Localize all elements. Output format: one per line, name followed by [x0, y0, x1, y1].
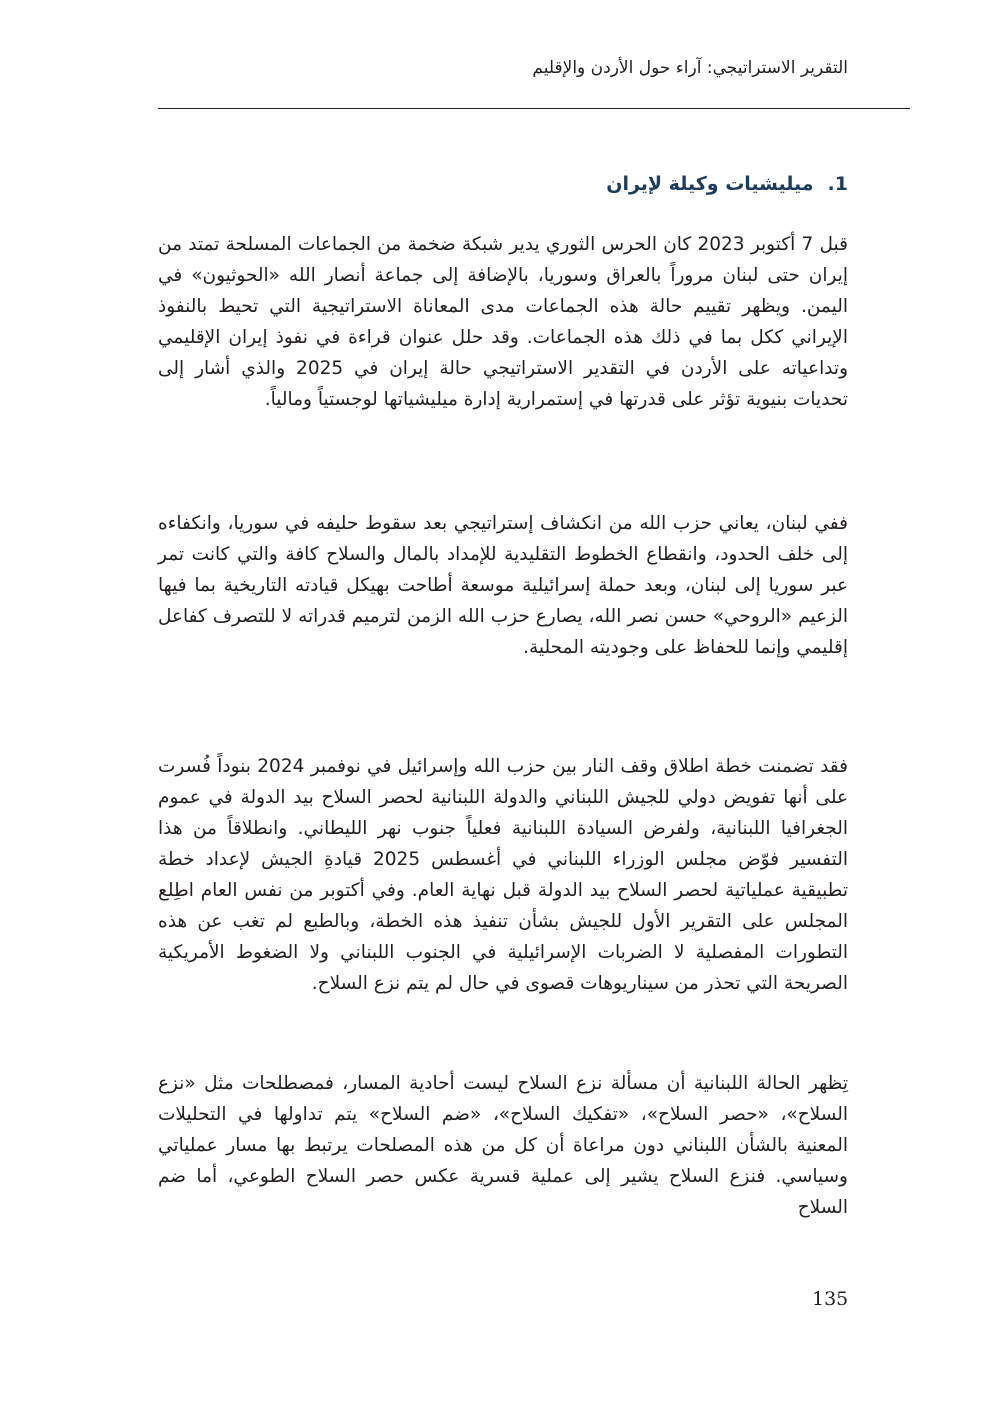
paragraph-4: تِظهر الحالة اللبنانية أن مسألة نزع السلاح ليست أحادية المسار، فمصطلحات مثل «نزع السلاح»، «حصر السلاح»، «تفكيك السلاح»، «ضم السلاح» يتم تداولها في التحليلات المعنية بالشأن اللبناني دون مراعاة أن كل من هذه المصلحات يرتبط بها مسار عملياتي وسياسي. فنزع السلاح يشير إلى عملية قسرية عكس حصر السلاح الطوعي، أما ضم السلاح — [158, 1073, 848, 1218]
paragraph-1: قبل 7 أكتوبر 2023 كان الحرس الثوري يدير شبكة ضخمة من الجماعات المسلحة تمتد من إيران حتى لبنان مروراً بالعراق وسوريا، بالإضافة إلى جماعة أنصار الله «الحوثيون» في اليمن. ويظهر تقييم حالة هذه الجماعات مدى المعاناة الاستراتيجية التي تحيط بالنفوذ الإيراني ككل بما في ذلك هذه الجماعات. وقد حلل عنوان قراءة في نفوذ إيران الإقليمي وتداعياته على الأردن في التقدير الاستراتيجي حالة إيران في 2025 والذي أشار إلى تحديات بنيوية تؤثر على قدرتها في إستمرارية إدارة ميليشياتها لوجستياً ومالياً. — [158, 234, 849, 410]
page-number: 135 — [812, 1288, 849, 1310]
running-header: التقرير الاستراتيجي: آراء حول الأردن والإقليم — [532, 58, 848, 78]
section-title: ميليشيات وكيلة لإيران — [606, 173, 814, 195]
paragraph-2: ففي لبنان، يعاني حزب الله من انكشاف إستراتيجي بعد سقوط حليفه في سوريا، وانكفاءه إلى خلف الحدود، وانقطاع الخطوط التقليدية للإمداد بالمال والسلاح كافة والتي كانت تمر عبر سوريا إلى لبنان، وبعد حملة إسرائيلية موسعة أطاحت بهيكل قيادته التاريخية بما فيها الزعيم «الروحي» حسن نصر الله، يصارع حزب الله الزمن لترميم قدراته لا للتصرف كفاعل إقليمي وإنما للحفاظ على وجوديته المحلية. — [158, 513, 848, 658]
paragraph-3: فقد تضمنت خطة اطلاق وقف النار بين حزب الله وإسرائيل في نوفمبر 2024 بنوداً فُسرت على أنها تفويض دولي للجيش اللبناني والدولة اللبنانية لحصر السلاح بيد الدولة في عموم الجغرافيا اللبنانية، ولفرض السيادة اللبنانية فعلياً جنوب نهر الليطاني. وانطلاقاً من هذا التفسير فوّض مجلس الوزراء اللبناني في أغسطس 2025 قيادةِ الجيش لإعداد خطة تطبيقية عملياتية لحصر السلاح بيد الدولة قبل نهاية العام. وفي أكتوبر من نفس العام اطِلع المجلس على التقرير الأول للجيش بشأن تنفيذ هذه الخطة، وبالطبع لم تغب عن هذه التطورات المفصلية لا الضربات الإسرائيلية في الجنوب اللبناني ولا الضغوط الأمريكية الصريحة التي تحذر من سيناريوهات قصوى في حال لم يتم نزع السلاح. — [158, 756, 848, 994]
section-number: 1. — [827, 173, 848, 195]
section-heading — [158, 173, 848, 195]
header-divider — [158, 108, 910, 109]
